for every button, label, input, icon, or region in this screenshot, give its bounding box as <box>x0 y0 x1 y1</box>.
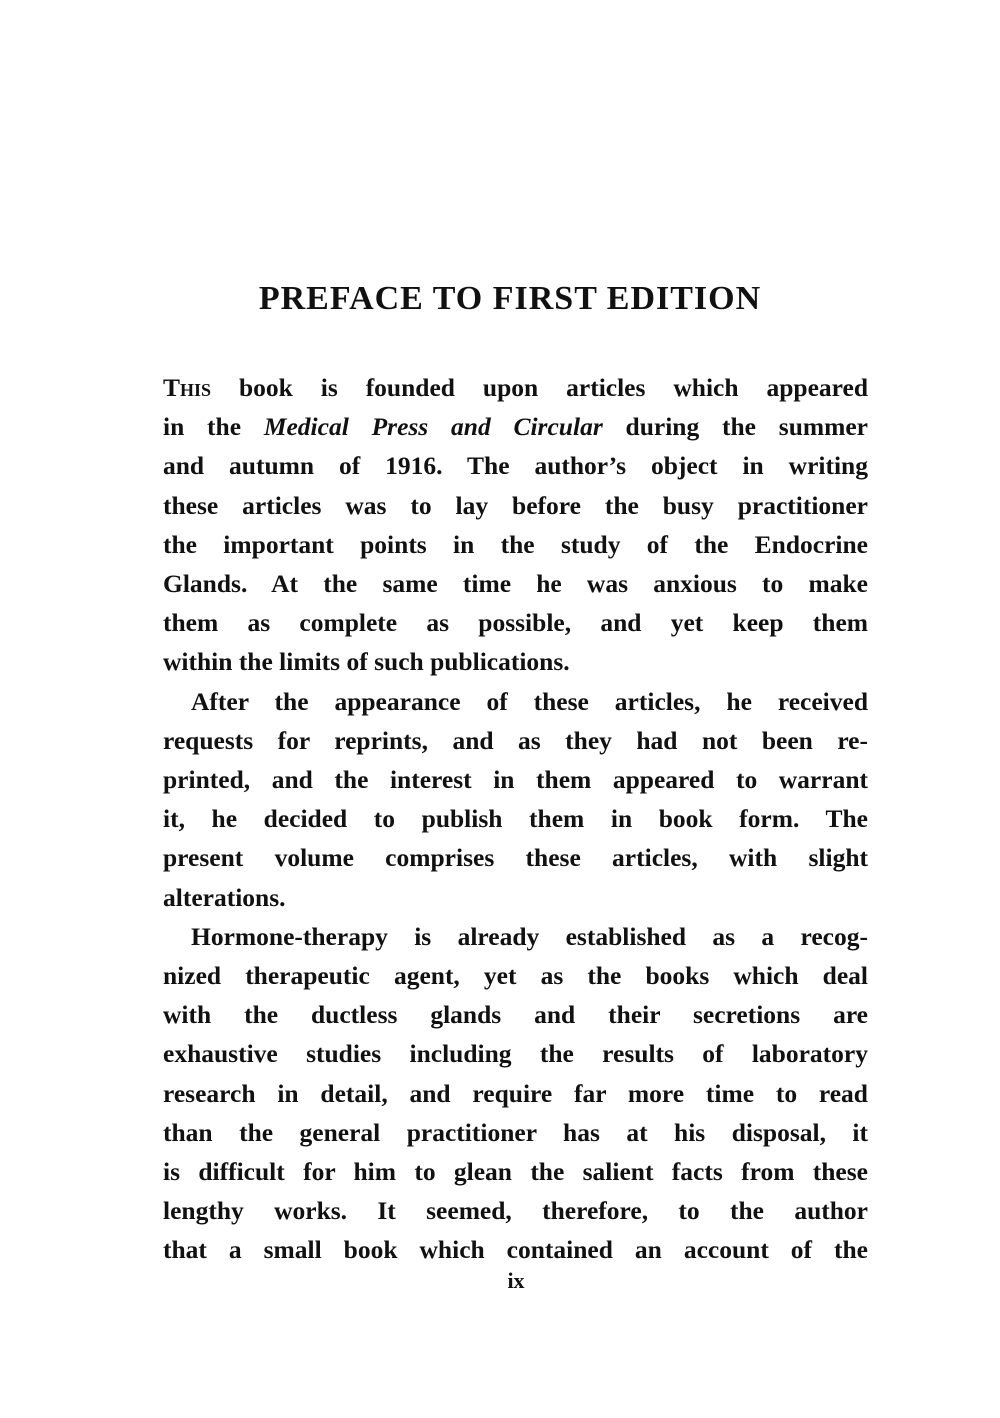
text-run: present volume comprises these articles, with slight <box>163 843 868 873</box>
text-line <box>163 1230 868 1269</box>
text-line <box>163 368 868 407</box>
text-line <box>163 1113 868 1152</box>
text-run: research in detail, and require far more time to read <box>163 1078 868 1108</box>
text-run: Glands. At the same time he was anxious to make <box>163 569 868 599</box>
page-number: ix <box>507 1268 525 1293</box>
text-run: book is founded upon articles which appeared <box>211 373 868 402</box>
text-run: and autumn of 1916. The author’s object in writing <box>163 451 868 481</box>
preface-body <box>163 368 868 1270</box>
text-run: with the ductless glands and their secretions are <box>163 1000 868 1030</box>
text-line <box>163 642 868 681</box>
text-line <box>163 799 868 838</box>
italic-title-text: Medical Press and Circular <box>263 412 603 442</box>
text-line <box>163 486 868 525</box>
text-run: requests for reprints, and as they had not been re- <box>163 725 868 755</box>
text-run: than the general practitioner has at his disposal, it <box>163 1117 868 1147</box>
text-run: them as complete as possible, and yet keep them <box>163 608 868 638</box>
text-line <box>163 1034 868 1073</box>
text-line <box>163 682 868 721</box>
paragraph-3 <box>163 917 868 1270</box>
text-line <box>163 407 868 446</box>
text-run: lengthy works. It seemed, therefore, to the author <box>163 1196 868 1226</box>
text-line <box>163 838 868 877</box>
text-run: is difficult for him to glean the salient facts from these <box>163 1157 868 1187</box>
text-run: Hormone-therapy is already established as a recog- <box>191 921 868 951</box>
text-run: within the limits of such publications. <box>163 647 570 677</box>
text-line <box>163 564 868 603</box>
text-line <box>163 995 868 1034</box>
text-line <box>163 760 868 799</box>
page-title: PREFACE TO FIRST EDITION <box>258 280 762 317</box>
text-line <box>163 917 868 956</box>
text-run: the important points in the study of the Endocrine <box>163 529 868 559</box>
text-line <box>163 721 868 760</box>
text-run: these articles was to lay before the busy practitioner <box>163 490 868 520</box>
text-line <box>163 1191 868 1230</box>
text-line <box>163 525 868 564</box>
text-run: After the appearance of these articles, he received <box>191 686 868 716</box>
text-run: nized therapeutic agent, yet as the books which deal <box>163 961 868 991</box>
text-line <box>163 603 868 642</box>
paragraph-2 <box>163 682 868 917</box>
text-run: that a small book which contained an account of the <box>163 1235 868 1265</box>
text-run: in the <box>163 412 264 442</box>
paragraph-1 <box>163 368 868 682</box>
text-line <box>163 956 868 995</box>
text-run: alterations. <box>163 882 286 912</box>
small-caps-text: This <box>163 373 212 402</box>
text-run: exhaustive studies including the results of laboratory <box>163 1039 868 1069</box>
text-line <box>163 878 868 917</box>
text-run: printed, and the interest in them appeared to warrant <box>163 765 868 795</box>
text-run: it, he decided to publish them in book form. The <box>163 804 868 834</box>
text-run: during the summer <box>602 412 868 442</box>
text-line <box>163 1074 868 1113</box>
text-line <box>163 446 868 485</box>
text-line <box>163 1152 868 1191</box>
